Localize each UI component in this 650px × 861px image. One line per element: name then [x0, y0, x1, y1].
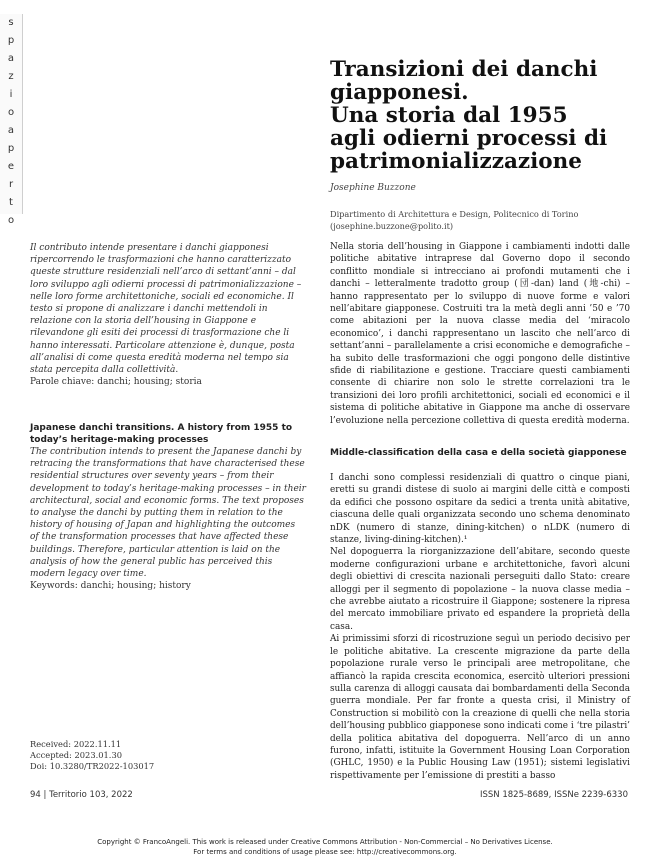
page-footer-journal: 94 | Territorio 103, 2022 — [30, 790, 133, 800]
page-footer-issn: ISSN 1825-8689, ISSNe 2239-6330 — [479, 790, 628, 800]
body-paragraph: Ai primissimi sforzi di ricostruzione seguì un periodo decisivo per le politiche abitative. La crescente migrazione da parte della popolazione rurale verso le principali aree metropolitane, che affiancò la rapida crescita economica, esercitò ulteriori pressioni sulla carenza di alloggi causata dai bombardamenti della Seconda guerra mondiale. Per far fronte a questa crisi, il Ministry of Construction si mobilitò con la creazione di quelli che nella storia dell’housing pubblico giapponese sono indicati come i ‘tre pilastri’ della politica abitativa del dopoguerra. Nell’arco di un anno furono, infatti, istituite la Government Housing Loan Corporation (GHLC, 1950) e la Public Housing Law (1951); sistemi legislativi rispettivamente per l’emissione di prestiti a basso — [330, 634, 630, 781]
title-line: Transizioni dei danchi — [330, 57, 598, 82]
tab-letter: p — [7, 35, 15, 46]
copyright-line: For terms and conditions of usage please see: http://creativecommons.org. — [193, 848, 457, 856]
copyright-line: Copyright © FrancoAngeli. This work is released under Creative Commons Attribution - Non-Commercial – No Derivatives License. — [97, 838, 553, 846]
tab-letter: o — [7, 107, 15, 118]
doi: Doi: 10.3280/TR2022-103017 — [30, 761, 155, 772]
tab-letter: e — [7, 161, 15, 172]
section-body — [330, 472, 630, 782]
abstract-italian-text: Il contributo intende presentare i danchi giapponesi ripercorrendo le trasformazioni che hanno caratterizzato queste strutture residenziali nell’arco di settant’anni – dal loro sviluppo agli odierni processi di patrimonializzazione – nelle loro forme architettoniche, sociali ed economiche. Il testo si propone di analizzare i danchi mettendoli in relazione con la storia dell’housing in Giappone e rilevandone gli esiti dei processi di trasformazione che li hanno interessati. Particolare attenzione è, dunque, posta all’analisi di come questa eredità moderna nel tempo sia stata percepita dalla collettività. — [30, 243, 302, 376]
tab-letter: o — [7, 215, 15, 226]
abstract-english-text: The contribution intends to present the Japanese danchi by retracing the transformations that have characterised these residential structures over seventy years – from their development to today’s heritage-making processes – in their architectural, social and economic forms. The text proposes to analyse the danchi by putting them in relation to the history of housing of Japan and highlighting the outcomes of the transformation processes that have affected these buildings. Therefore, particular attention is laid on the analysis of how the general public has perceived this modern legacy over time. — [30, 447, 306, 580]
tab-letter: s — [8, 17, 14, 28]
body-paragraph: I danchi sono complessi residenziali di quattro o cinque piani, eretti su grandi distese di suolo ai margini delle città e composti da edifici che possono ospitare da sedici a trenta unità abitative, ciascuna delle quali organizzata secondo uno schema denominato nDK (numero di stanze, dining-kitchen) o nLDK (numero di stanze, living-dining-kitchen).¹ — [330, 473, 630, 546]
tab-letter: p — [7, 143, 15, 154]
keywords-italian: Parole chiave: danchi; housing; storia — [30, 377, 202, 388]
author-name: Josephine Buzzone — [330, 183, 416, 193]
abstract-italian — [30, 242, 306, 388]
abstract-english-title: Japanese danchi transitions. A history from 1955 to today’s heritage-making processes — [30, 423, 293, 445]
tab-letter: a — [7, 125, 15, 136]
tab-letter: i — [9, 89, 13, 100]
submission-dates — [30, 739, 154, 773]
copyright-notice — [0, 837, 650, 857]
accepted-date: Accepted: 2023.01.30 — [30, 750, 122, 761]
title-line: agli odierni processi di — [330, 126, 608, 151]
title-line: patrimonializzazione — [330, 149, 582, 174]
body-paragraph: Nel dopoguerra la riorganizzazione dell’abitare, secondo queste moderne configurazioni urbane e architettoniche, favorì alcuni degli obiettivi di crescita nazionali perseguiti dallo Stato: creare alloggi per il segmento di popolazione – la nuova classe media – che avrebbe aiutato a ricostruire il Giappone; sostenere la ripresa del mercato immobiliare privato ed espandere la proprietà della casa. — [330, 547, 630, 632]
tab-letter: a — [7, 53, 15, 64]
tab-letter: t — [9, 197, 13, 208]
keywords-english: Keywords: danchi; housing; history — [30, 581, 191, 592]
title-line: giapponesi. — [330, 80, 469, 105]
intro-paragraph: Nella storia dell’housing in Giappone i cambiamenti indotti dalle politiche abitative intraprese dal Governo dopo il secondo conflitto mondiale si intrecciano ai profondi mutamenti che i danchi – letteralmente tradotto group (団-dan) land (地-chi) – hanno rappresentato per lo sviluppo di nuove forme e valori nell’abitare giapponese. Costruiti tra la metà degli anni ’50 e ’70 come abitazioni per la nuova classe media del ‘miracolo economico’, i danchi rappresentano un lascito che nell’arco di settant’anni – parallelamente a crisi economiche e demografiche – ha subito delle trasformazioni che oggi pongono delle distintive sfide di riabilitazione e gestione. Tracciare questi cambiamenti consente di chiarire non solo le strette correlazioni tra le transizioni dei loro profili architettonici, sociali ed economici e il sistema di politiche abitative in Giappone ma anche di osservare l’evoluzione nella percezione collettiva di questa eredità moderna. — [330, 242, 630, 426]
tab-letter: z — [8, 71, 14, 82]
author-affiliation: Dipartimento di Architettura e Design, Politecnico di Torino (josephine.buzzone@polito.it) — [330, 209, 579, 231]
received-date: Received: 2022.11.11 — [30, 739, 122, 749]
section-heading: Middle-classification della casa e della società giapponese — [330, 448, 627, 458]
title-line: Una storia dal 1955 — [330, 103, 568, 128]
tab-letter: r — [8, 179, 14, 190]
abstract-english — [30, 446, 306, 592]
article-title — [330, 58, 630, 173]
section-tab — [0, 14, 23, 226]
